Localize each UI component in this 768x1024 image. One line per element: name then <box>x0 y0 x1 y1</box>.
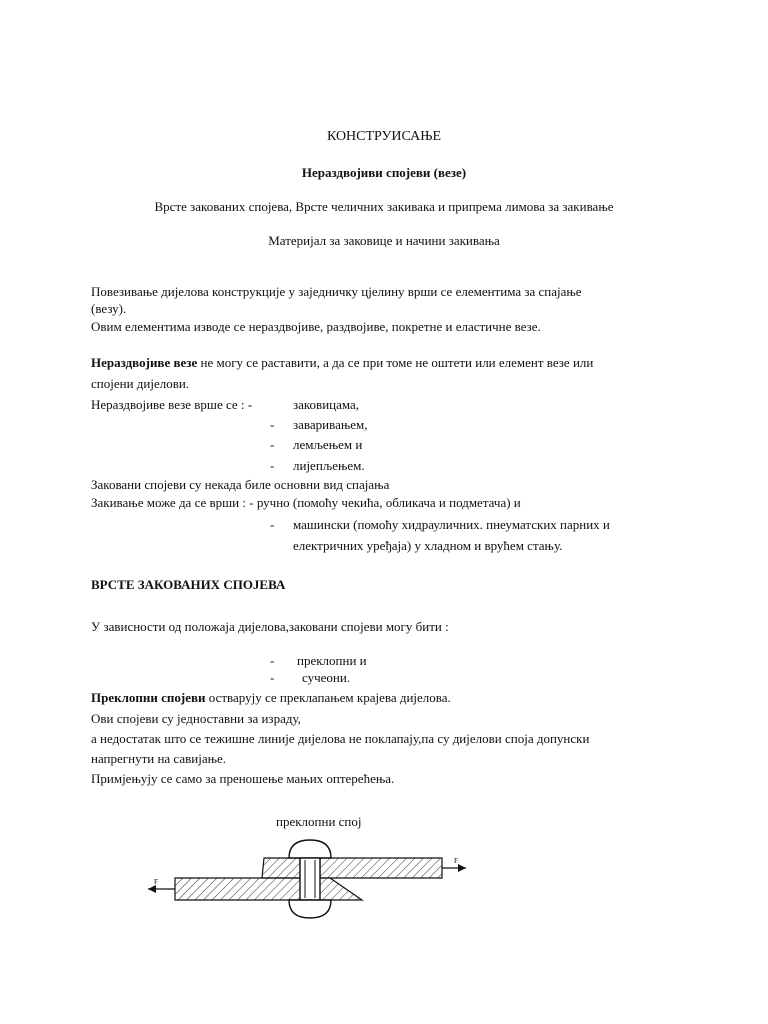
upper-plate <box>262 858 442 878</box>
intro-paragraph-line-2: (везу). <box>91 301 127 316</box>
section-heading: ВРСТЕ ЗАКОВАНИХ СПОЈЕВА <box>91 577 286 592</box>
list-item: лијепљењем. <box>293 458 365 473</box>
lap-line-5: Примјењују се само за преношење мањих оптерећења. <box>91 771 395 786</box>
nonseparable-list-intro: Нераздвојиве везе врше се : - <box>91 397 253 412</box>
topics-line-2: Материјал за заковице и начини закивања <box>268 233 500 248</box>
riveting-line-1: Заковани спојеви су некада биле основни вид спајања <box>91 477 390 492</box>
lap-line-4: напрегнути на савијање. <box>91 751 227 766</box>
riveting-machine-line-2: електричних уређаја) у хладном и врућем стању. <box>293 538 563 553</box>
intro-paragraph-2: Овим елементима изводе се нераздвојиве, раздвојиве, покретне и еластичне везе. <box>91 319 541 334</box>
lap-term: Преклопни спојеви <box>91 690 206 705</box>
force-label-right: F <box>454 857 458 865</box>
list-dash: - <box>270 437 275 452</box>
list-dash: - <box>270 458 275 473</box>
force-arrow-left <box>148 885 175 893</box>
force-arrow-right <box>442 864 466 872</box>
nonseparable-line-1-rest: не могу се раставити, а да се при томе не оштети или елемент везе или <box>197 355 594 370</box>
lower-plate <box>175 878 362 900</box>
lap-line-1-rest: остварују се преклапањем крајева дијелова. <box>205 690 451 705</box>
lap-line-3: а недостатак што се тежишне линије дијелова не поклапају,па су дијелови споја допунски <box>91 731 590 746</box>
list-item: сучеони. <box>302 670 351 685</box>
page-subtitle: Нераздвојиви спојеви (везе) <box>301 165 467 180</box>
list-item: преклопни и <box>297 653 367 668</box>
page-title: КОНСТРУИСАЊЕ <box>326 129 442 144</box>
nonseparable-term: Нераздвојиве везе <box>91 355 198 370</box>
riveting-line-2: Закивање може да се врши : - ручно (помоћу чекића, обликача и подметача) и <box>91 495 521 510</box>
intro-paragraph-line-1: Повезивање дијелова конструкције у заједничку цјелину врши се елементима за спајање <box>91 284 582 299</box>
riveting-machine-line-1: машински (помоћу хидрауличних. пнеуматских парних и <box>293 517 610 532</box>
lap-line-2: Ови спојеви су једноставни за израду, <box>91 711 301 726</box>
list-item: заваривањем, <box>293 417 368 432</box>
figure-caption: преклопни спој <box>276 814 362 829</box>
topics-line-1: Врсте закованих спојева, Врсте челичних закивака и припрема лимова за закивање <box>154 199 614 214</box>
list-dash: - <box>270 653 275 668</box>
list-dash: - <box>270 670 275 685</box>
force-label-left: F <box>154 878 158 886</box>
types-intro: У зависности од положаја дијелова,заковани спојеви могу бити : <box>91 619 449 634</box>
list-dash: - <box>270 417 275 432</box>
list-item: лемљењем и <box>293 437 363 452</box>
list-dash: - <box>270 517 275 532</box>
nonseparable-line-2: спојени дијелови. <box>91 376 190 391</box>
list-item: заковицама, <box>293 397 360 412</box>
